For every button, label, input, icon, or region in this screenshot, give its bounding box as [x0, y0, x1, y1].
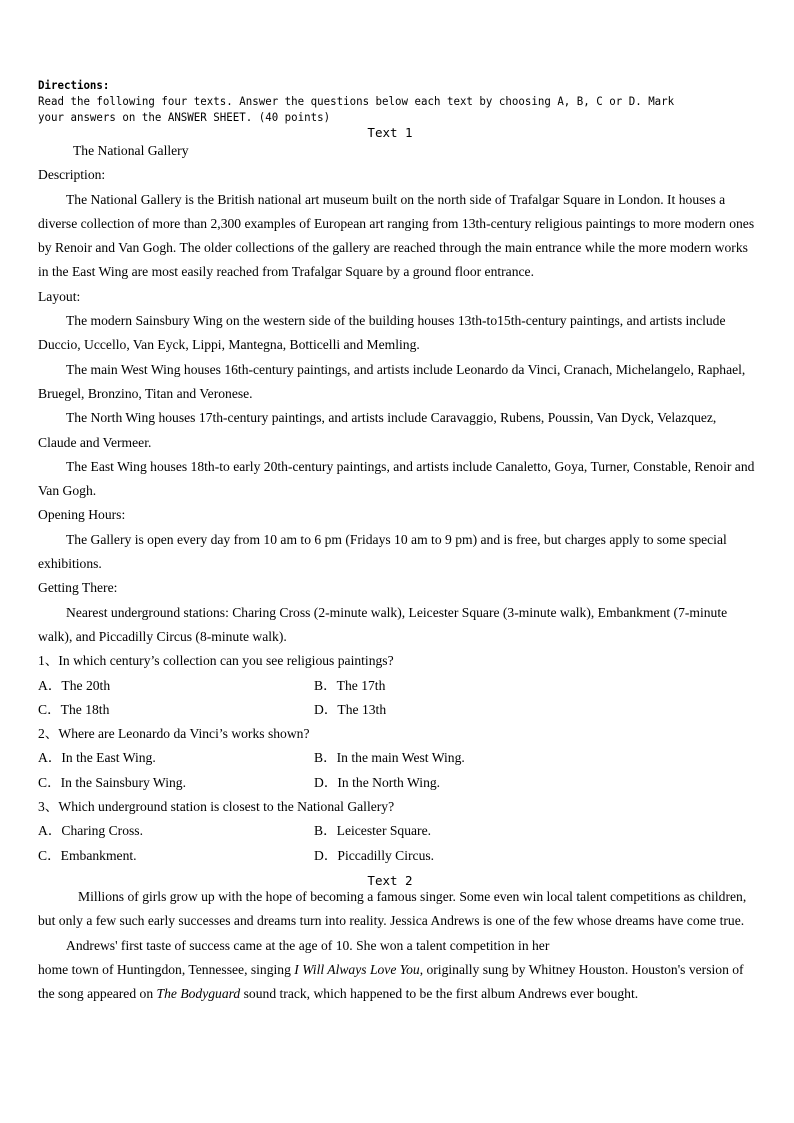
option-c: C．In the Sainsbury Wing.: [38, 774, 186, 790]
layout-paragraph: The East Wing houses 18th-to early 20th-century paintings, and artists include Canaletto, Goya, Turner, Constable, Renoir and Van Gogh.: [38, 458, 755, 499]
directions-heading: Directions:: [38, 78, 110, 92]
text2-label: Text 2: [367, 873, 413, 888]
text2-paragraph: Millions of girls grow up with the hope of becoming a famous singer. Some even win local talent competitions as children, but only a few such early successes and dreams turn into reality. Jessica Andrews is one of the few whose dreams have come true.: [38, 889, 747, 929]
text-span: sound track, which happened to be the first album Andrews ever bought.: [240, 986, 639, 1002]
option-d: D．The 13th: [314, 701, 387, 717]
directions: [38, 77, 763, 125]
layout-heading: Layout:: [38, 288, 81, 304]
option-d: D．Piccadilly Circus.: [314, 847, 435, 863]
layout-paragraph: The main West Wing houses 16th-century paintings, and artists include Leonardo da Vinci, Cranach, Michelangelo, Raphael, Bruegel, Bronzino, Titan and Veronese.: [38, 361, 746, 401]
layout-paragraph: The modern Sainsbury Wing on the western side of the building houses 13th-to15th-century paintings, and artists include Duccio, Uccello, Van Eyck, Lippi, Mantegna, Botticelli and Memling.: [38, 313, 726, 353]
description-paragraph: The National Gallery is the British national art museum built on the north side of Trafalgar Square in London. It houses a diverse collection of more than 2,300 examples of European art ranging from 13th-century religious paintings to more modern ones by Renoir and Van Gogh. The older collections of the gallery are reached through the main entrance while the more modern works in the East Wing are most easily reached from Trafalgar Square by a ground floor entrance.: [38, 191, 755, 280]
text1-body: [38, 139, 756, 868]
option-c: C．Embankment.: [38, 847, 137, 863]
question: 1、In which century’s collection can you see religious paintings?: [38, 653, 394, 669]
option-a: A．The 20th: [38, 677, 111, 693]
directions-line: your answers on the ANSWER SHEET. (40 points): [38, 110, 331, 124]
directions-line: Read the following four texts. Answer the questions below each text by choosing A, B, C or D. Mark: [38, 94, 675, 108]
hours-heading: Opening Hours:: [38, 507, 126, 523]
text-span: home town of Huntingdon, Tennessee, singing: [38, 961, 295, 977]
hours-paragraph: The Gallery is open every day from 10 am to 6 pm (Fridays 10 am to 9 pm) and is free, but charges apply to some special exhibitions.: [38, 531, 727, 572]
text2-paragraph: Andrews' first taste of success came at the age of 10. She won a talent competition in her: [66, 937, 550, 953]
question: 3、Which underground station is closest to the National Gallery?: [38, 799, 395, 815]
text1-label: Text 1: [367, 125, 413, 140]
option-a: A．Charing Cross.: [38, 823, 143, 839]
text2-body: [38, 885, 756, 1006]
option-b: B．The 17th: [314, 677, 386, 693]
option-b: B．In the main West Wing.: [314, 750, 465, 766]
text-span: , originally sung by Whitney Houston. Houston's version of the song appeared on: [38, 961, 744, 1002]
option-c: C．The 18th: [38, 701, 110, 717]
layout-paragraph: The North Wing houses 17th-century paintings, and artists include Caravaggio, Rubens, Poussin, Van Dyck, Velazquez, Claude and Vermeer.: [38, 410, 717, 450]
getting-heading: Getting There:: [38, 580, 118, 596]
option-d: D．In the North Wing.: [314, 774, 441, 790]
song-title: I Will Always Love You: [294, 961, 420, 977]
question: 2、Where are Leonardo da Vinci’s works shown?: [38, 726, 310, 742]
text2-paragraph: [38, 958, 756, 1007]
text1-title: The National Gallery: [73, 143, 189, 158]
album-title: The Bodyguard: [156, 986, 241, 1002]
getting-paragraph: Nearest underground stations: Charing Cross (2-minute walk), Leicester Square (3-minute walk), Embankment (7-minute walk), and Piccadilly Circus (8-minute walk).: [38, 604, 728, 644]
option-b: B．Leicester Square.: [314, 823, 432, 839]
description-heading: Description:: [38, 167, 106, 183]
option-a: A．In the East Wing.: [38, 750, 156, 766]
